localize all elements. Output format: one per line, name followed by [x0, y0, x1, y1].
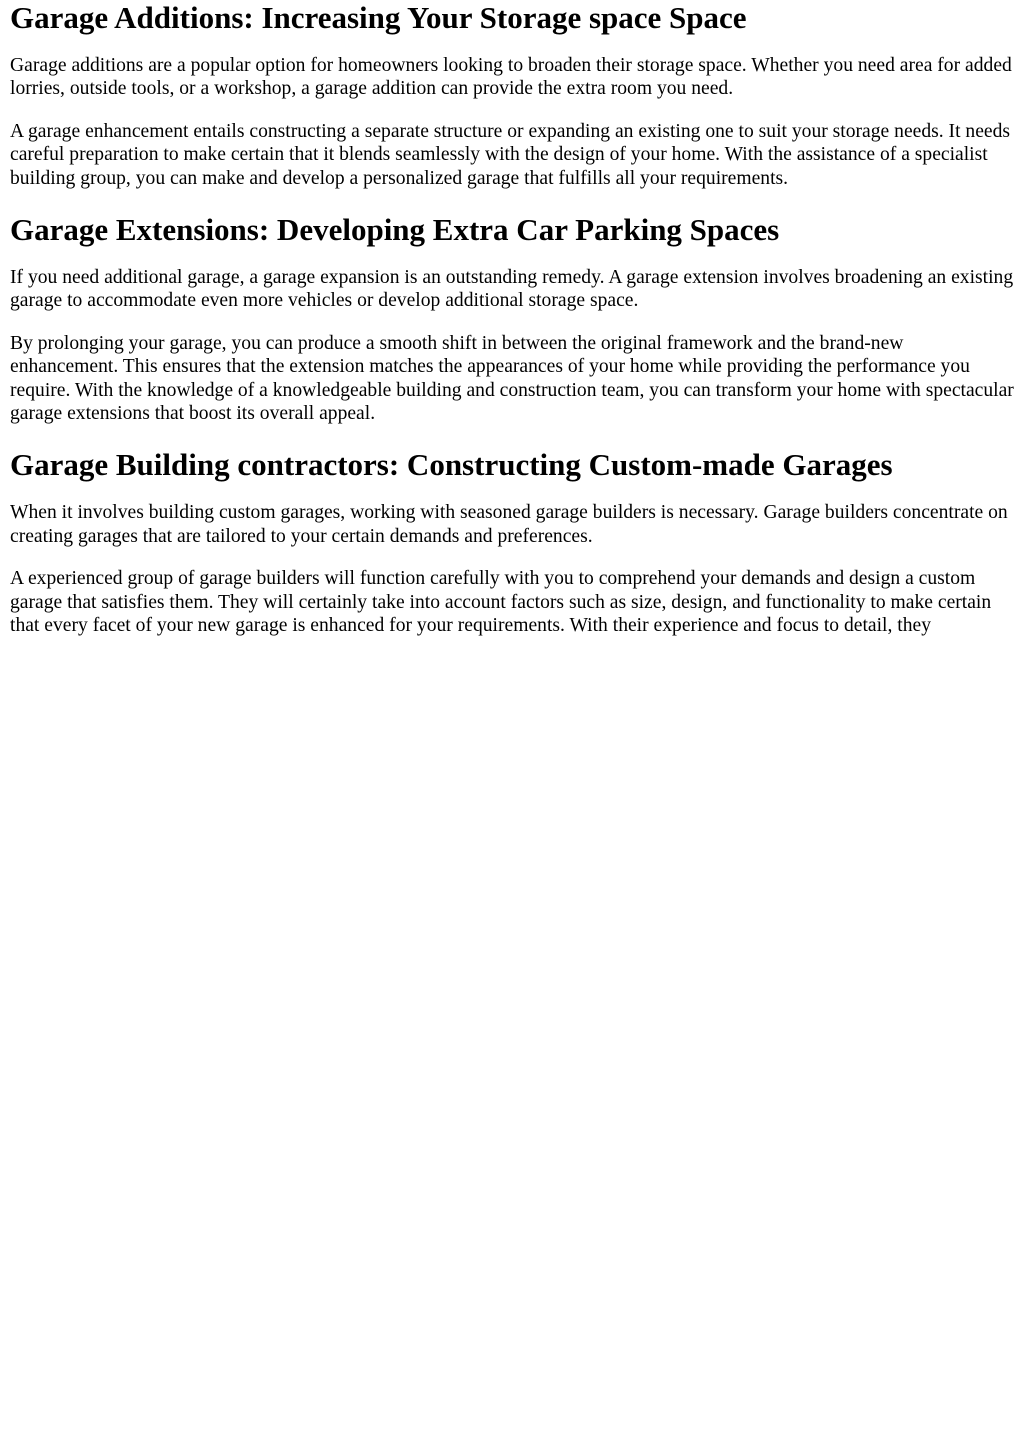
paragraph: A experienced group of garage builders will function carefully with you to comprehend your demands and design a custom garage that satisfies them. They will certainly take into account factors such as size, design, and functionality to make certain that every facet of your new garage is enhanced for your requirements. With their experience and focus to detail, they [10, 568, 992, 637]
section-heading-garage-additions: Garage Additions: Increasing Your Storage space Space [10, 0, 747, 35]
section-heading-garage-extensions: Garage Extensions: Developing Extra Car Parking Spaces [10, 212, 780, 248]
paragraph: A garage enhancement entails constructing a separate structure or expanding an existing one to suit your storage needs. It needs careful preparation to make certain that it blends seamlessly with the design of your home. With the assistance of a specialist building group, you can make and develop a personalized garage that fulfills all your requirements. [10, 120, 1011, 189]
paragraph: By prolonging your garage, you can produce a smooth shift in between the original framework and the brand-new enhancement. This ensures that the extension matches the appearances of your home while providing the performance you require. With the knowledge of a knowledgeable building and construction team, you can transform your home with spectacular garage extensions that boost its overall appeal. [10, 332, 1014, 425]
article-body [10, 0, 1014, 638]
paragraph: Garage additions are a popular option for homeowners looking to broaden their storage space. Whether you need area for added lorries, outside tools, or a workshop, a garage addition can provide the extra room you need. [10, 55, 1012, 100]
paragraph: If you need additional garage, a garage expansion is an outstanding remedy. A garage extension involves broadening an existing garage to accommodate even more vehicles or develop additional storage space. [10, 267, 1014, 312]
paragraph: When it involves building custom garages, working with seasoned garage builders is necessary. Garage builders concentrate on creating garages that are tailored to your certain demands and preferences. [10, 502, 1008, 547]
section-heading-garage-builders: Garage Building contractors: Constructing Custom-made Garages [10, 447, 893, 483]
